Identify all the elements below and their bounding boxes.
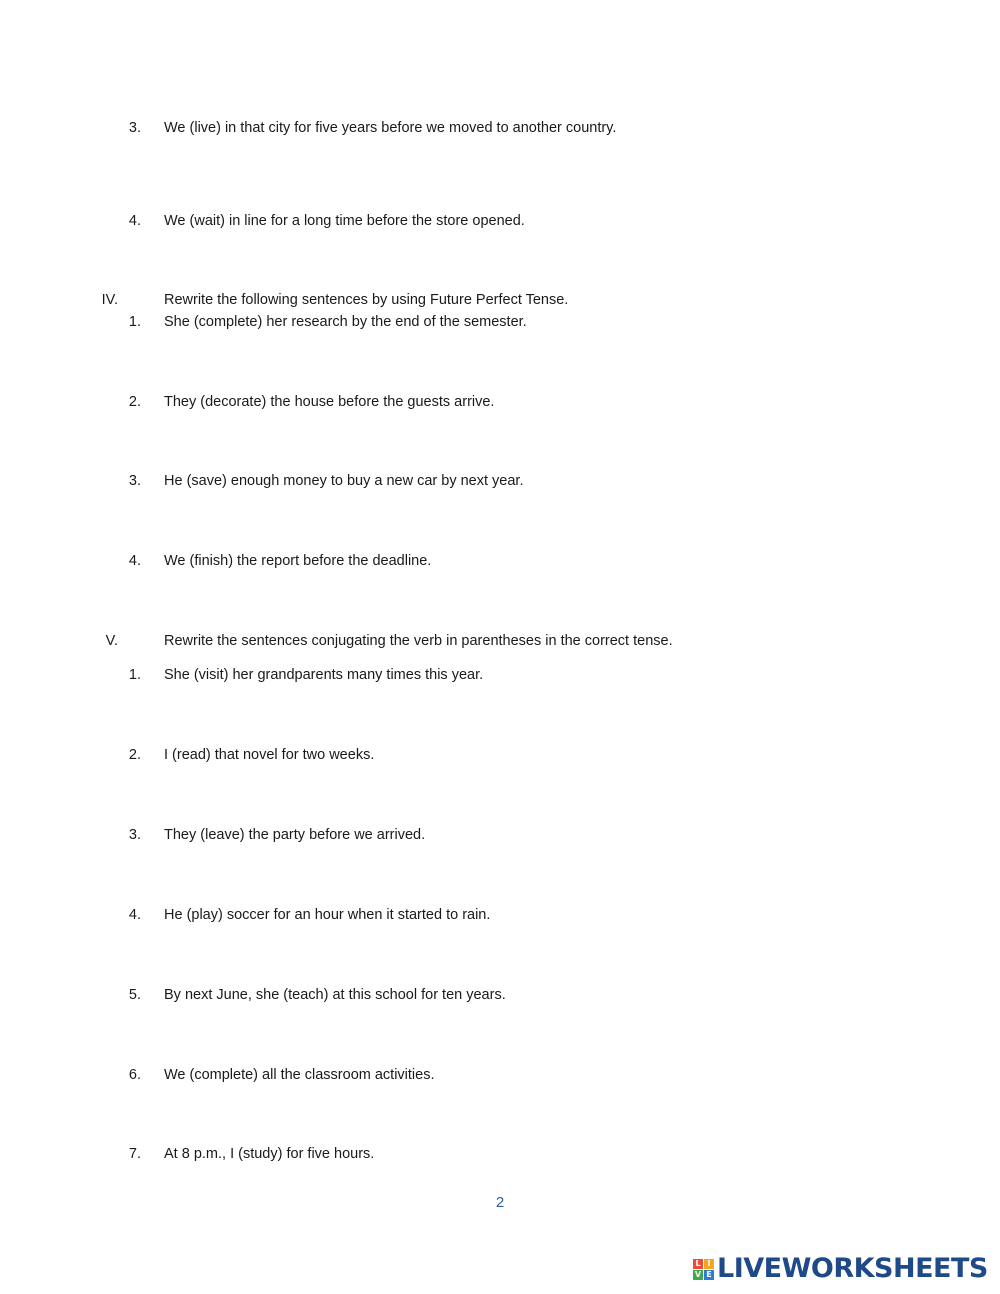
item-number: 1. xyxy=(128,667,141,683)
item-text: We (complete) all the classroom activities. xyxy=(164,1067,435,1083)
logo-mark-letter: E xyxy=(704,1270,714,1280)
logo-text: LIVEWORKSHEETS xyxy=(717,1253,988,1284)
item-text: By next June, she (teach) at this school for ten years. xyxy=(164,987,506,1003)
item-text: He (play) soccer for an hour when it started to rain. xyxy=(164,907,491,923)
section-instruction: Rewrite the sentences conjugating the verb in parentheses in the correct tense. xyxy=(164,633,673,649)
item-text: We (wait) in line for a long time before the store opened. xyxy=(164,213,525,229)
item-number: 6. xyxy=(128,1067,141,1083)
logo-mark-letter: V xyxy=(694,1269,702,1279)
item-number: 4. xyxy=(128,553,141,569)
item-text: He (save) enough money to buy a new car by next year. xyxy=(164,473,524,489)
item-number: 2. xyxy=(128,747,141,763)
item-number: 2. xyxy=(128,394,141,410)
item-number: 7. xyxy=(128,1146,141,1162)
item-text: They (leave) the party before we arrived. xyxy=(164,827,426,843)
logo-mark-letter: I xyxy=(704,1259,714,1269)
item-text: They (decorate) the house before the guests arrive. xyxy=(164,394,495,410)
item-text: At 8 p.m., I (study) for five hours. xyxy=(164,1146,375,1162)
item-number: 3. xyxy=(128,120,141,136)
item-number: 1. xyxy=(128,314,141,330)
liveworksheets-logo xyxy=(693,1254,988,1284)
item-number: 4. xyxy=(128,213,141,229)
item-number: 3. xyxy=(128,473,141,489)
logo-mark-letter: L xyxy=(693,1259,703,1269)
item-text: We (live) in that city for five years before we moved to another country. xyxy=(164,120,617,136)
item-number: 5. xyxy=(128,987,141,1003)
logo-mark-icon xyxy=(693,1259,714,1280)
page-number: 2 xyxy=(495,1194,505,1211)
item-number: 3. xyxy=(128,827,141,843)
item-number: 4. xyxy=(128,907,141,923)
item-text: We (finish) the report before the deadline. xyxy=(164,553,432,569)
item-text: I (read) that novel for two weeks. xyxy=(164,747,375,763)
section-numeral: IV. xyxy=(101,292,118,308)
item-text: She (visit) her grandparents many times this year. xyxy=(164,667,484,683)
section-numeral: V. xyxy=(105,633,118,649)
item-text: She (complete) her research by the end of the semester. xyxy=(164,314,527,330)
section-instruction: Rewrite the following sentences by using Future Perfect Tense. xyxy=(164,292,569,308)
